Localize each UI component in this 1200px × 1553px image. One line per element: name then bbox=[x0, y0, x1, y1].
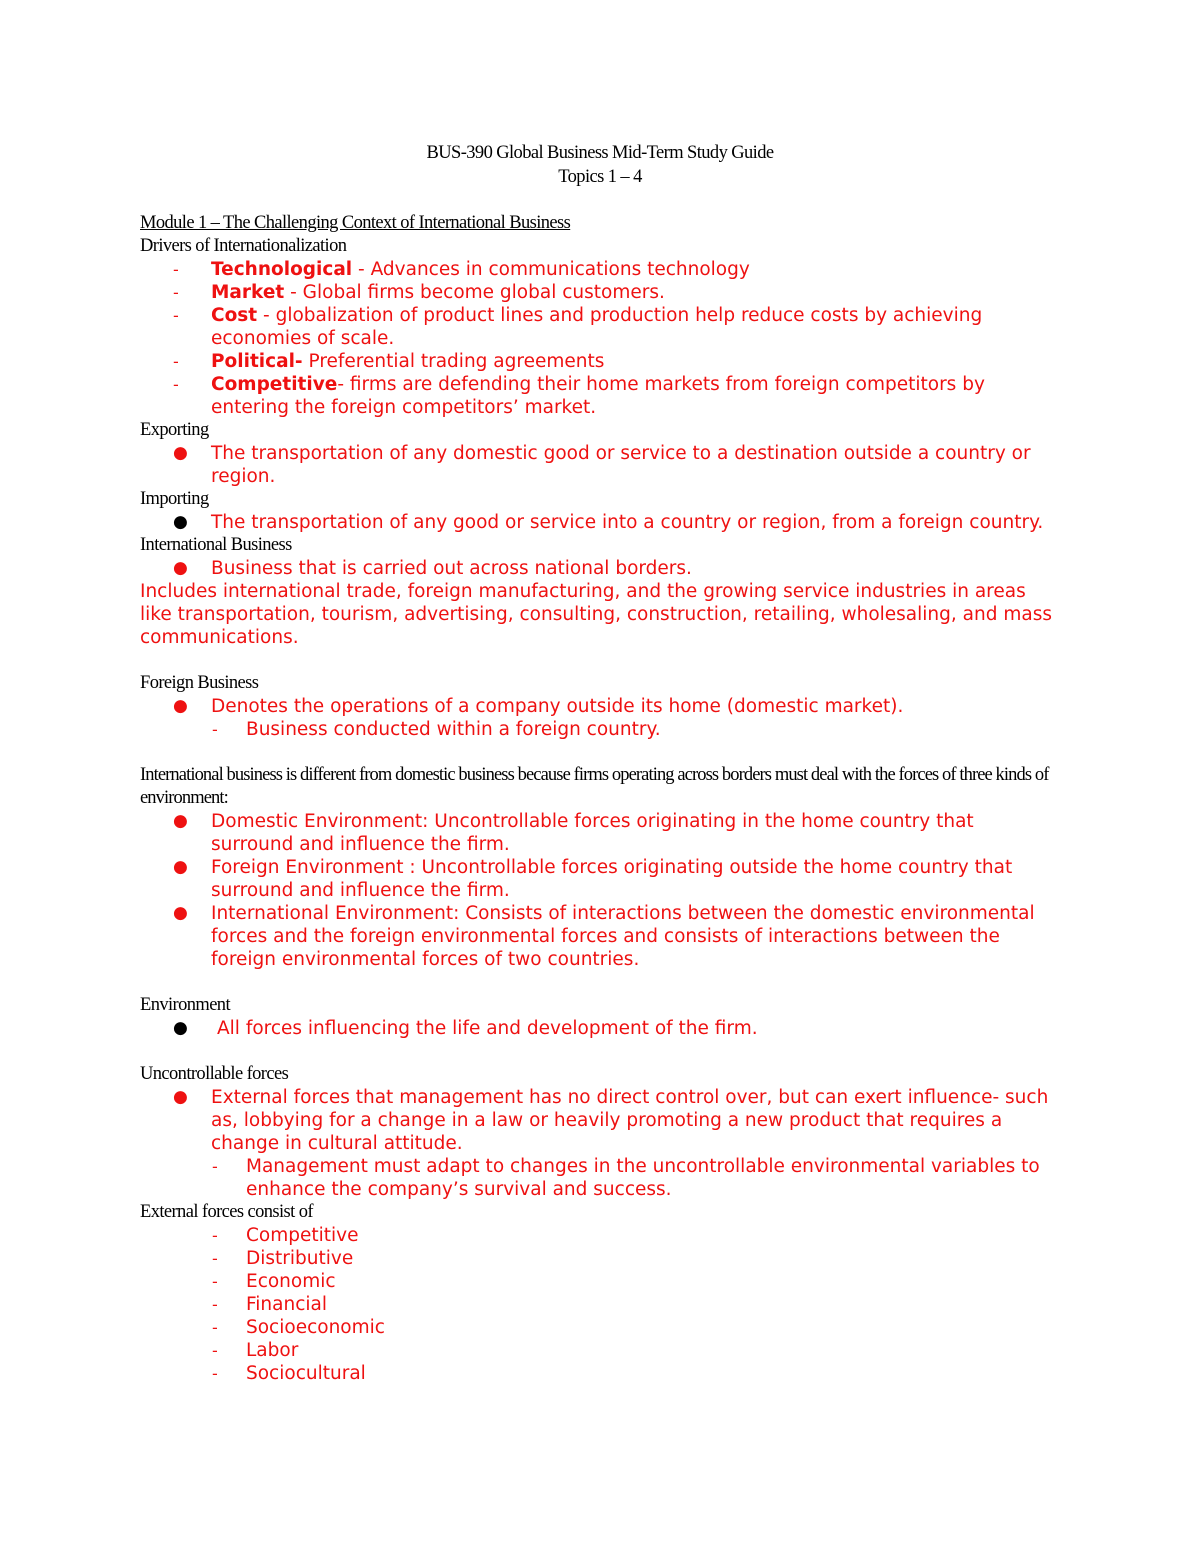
international-business-text: Business that is carried out across national borders. bbox=[211, 558, 692, 579]
driver-text: Preferential trading agreements bbox=[308, 351, 605, 372]
spacer bbox=[140, 1040, 1060, 1063]
dash-marker: - bbox=[173, 283, 179, 302]
international-business-bullet bbox=[140, 557, 1060, 580]
external-force-text: Labor bbox=[246, 1340, 299, 1361]
environment-bullet bbox=[140, 1017, 1060, 1040]
foreign-business-bullet bbox=[140, 695, 1060, 718]
foreign-business-sub bbox=[140, 718, 1060, 741]
external-force-item bbox=[140, 1270, 1060, 1293]
dash-marker: - bbox=[173, 352, 179, 371]
document-subtitle: Topics 1 – 4 bbox=[558, 167, 642, 187]
external-force-text: Economic bbox=[246, 1271, 336, 1292]
environment-type-item bbox=[140, 810, 1060, 856]
driver-sep: - bbox=[284, 282, 303, 303]
spacer bbox=[140, 189, 1060, 212]
foreign-business-text: Denotes the operations of a company outside its home (domestic market). bbox=[211, 696, 904, 717]
external-force-text: Competitive bbox=[246, 1225, 359, 1246]
environment-type-text: Domestic Environment: Uncontrollable forces originating in the home country that surround and influence the firm. bbox=[211, 811, 974, 855]
driver-text: Advances in communications technology bbox=[370, 259, 750, 280]
bullet-marker: ● bbox=[173, 512, 188, 532]
external-force-item bbox=[140, 1293, 1060, 1316]
importing-text: The transportation of any good or service into a country or region, from a foreign country. bbox=[211, 512, 1044, 533]
international-business-paragraph: Includes international trade, foreign manufacturing, and the growing service industries in areas like transportation, tourism, advertising, consulting, construction, retailing, wholesaling, and mass communications. bbox=[140, 581, 1052, 648]
dash-marker: - bbox=[212, 1249, 218, 1268]
dash-marker: - bbox=[212, 720, 218, 739]
bullet-marker: ● bbox=[173, 1018, 188, 1038]
driver-item bbox=[140, 304, 1060, 350]
environment-type-item bbox=[140, 856, 1060, 902]
driver-item bbox=[140, 258, 1060, 281]
bullet-marker: ● bbox=[173, 903, 188, 923]
bullet-marker: ● bbox=[173, 857, 188, 877]
environment-text: All forces influencing the life and development of the firm. bbox=[217, 1018, 758, 1039]
environment-type-item bbox=[140, 902, 1060, 971]
dash-marker: - bbox=[212, 1364, 218, 1383]
driver-text: globalization of product lines and production help reduce costs by achieving economies of scale. bbox=[211, 305, 983, 349]
bullet-marker: ● bbox=[173, 1087, 188, 1107]
dash-marker: - bbox=[212, 1226, 218, 1245]
driver-term: Technological bbox=[211, 259, 353, 280]
external-force-item bbox=[140, 1339, 1060, 1362]
dash-marker: - bbox=[212, 1295, 218, 1314]
document-title: BUS-390 Global Business Mid-Term Study Guide bbox=[426, 143, 774, 163]
driver-text: Global firms become global customers. bbox=[302, 282, 665, 303]
international-business-heading: International Business bbox=[140, 535, 292, 555]
dash-marker: - bbox=[212, 1272, 218, 1291]
driver-text: firms are defending their home markets from foreign competitors by entering the foreign competitors’ market. bbox=[211, 374, 985, 418]
foreign-business-heading: Foreign Business bbox=[140, 673, 259, 693]
external-force-item bbox=[140, 1247, 1060, 1270]
spacer bbox=[140, 649, 1060, 672]
driver-item bbox=[140, 373, 1060, 419]
external-force-text: Sociocultural bbox=[246, 1363, 366, 1384]
external-force-text: Financial bbox=[246, 1294, 328, 1315]
environment-type-text: Foreign Environment : Uncontrollable forces originating outside the home country that surround and influence the firm. bbox=[211, 857, 1013, 901]
importing-heading: Importing bbox=[140, 489, 209, 509]
exporting-text: The transportation of any domestic good or service to a destination outside a country or region. bbox=[211, 443, 1031, 487]
bullet-marker: ● bbox=[173, 811, 188, 831]
driver-sep: - bbox=[337, 374, 350, 395]
external-force-text: Socioeconomic bbox=[246, 1317, 385, 1338]
spacer bbox=[140, 971, 1060, 994]
driver-term: Market bbox=[211, 282, 285, 303]
bullet-marker: ● bbox=[173, 696, 188, 716]
exporting-heading: Exporting bbox=[140, 420, 209, 440]
uncontrollable-sub-text: Management must adapt to changes in the uncontrollable environmental variables to enhance the company’s survival and success. bbox=[246, 1156, 1040, 1200]
uncontrollable-sub bbox=[140, 1155, 1060, 1201]
external-forces-heading: External forces consist of bbox=[140, 1202, 313, 1222]
external-force-item bbox=[140, 1224, 1060, 1247]
dash-marker: - bbox=[212, 1318, 218, 1337]
environment-heading: Environment bbox=[140, 995, 230, 1015]
spacer bbox=[140, 741, 1060, 764]
importing-bullet bbox=[140, 511, 1060, 534]
uncontrollable-bullet bbox=[140, 1086, 1060, 1155]
driver-sep: - bbox=[352, 259, 371, 280]
dash-marker: - bbox=[173, 375, 179, 394]
driver-term: Political- bbox=[211, 351, 303, 372]
external-force-text: Distributive bbox=[246, 1248, 354, 1269]
uncontrollable-text: External forces that management has no direct control over, but can exert influence- such as, lobbying for a change in a law or heavily promoting a new product that requires a change in cultural attitude. bbox=[211, 1087, 1049, 1154]
environment-type-text: International Environment: Consists of interactions between the domestic environmental forces and the foreign environmental forces and consists of interactions between the foreign environmental forces of two countries. bbox=[211, 903, 1035, 970]
driver-term: Cost bbox=[211, 305, 258, 326]
dash-marker: - bbox=[212, 1157, 218, 1176]
driver-item bbox=[140, 350, 1060, 373]
foreign-business-sub-text: Business conducted within a foreign country. bbox=[246, 719, 661, 740]
exporting-bullet bbox=[140, 442, 1060, 488]
external-force-item bbox=[140, 1316, 1060, 1339]
difference-intro: International business is different from domestic business because firms operating across borders must deal with the forces of three kinds of environment: bbox=[140, 765, 1049, 808]
document-body bbox=[140, 141, 1060, 1385]
uncontrollable-heading: Uncontrollable forces bbox=[140, 1064, 289, 1084]
driver-sep: - bbox=[257, 305, 276, 326]
bullet-marker: ● bbox=[173, 558, 188, 578]
dash-marker: - bbox=[212, 1341, 218, 1360]
driver-term: Competitive bbox=[211, 374, 338, 395]
external-force-item bbox=[140, 1362, 1060, 1385]
module-heading: Module 1 – The Challenging Context of International Business bbox=[140, 213, 571, 233]
driver-item bbox=[140, 281, 1060, 304]
dash-marker: - bbox=[173, 260, 179, 279]
bullet-marker: ● bbox=[173, 443, 188, 463]
dash-marker: - bbox=[173, 306, 179, 325]
drivers-heading: Drivers of Internationalization bbox=[140, 236, 347, 256]
